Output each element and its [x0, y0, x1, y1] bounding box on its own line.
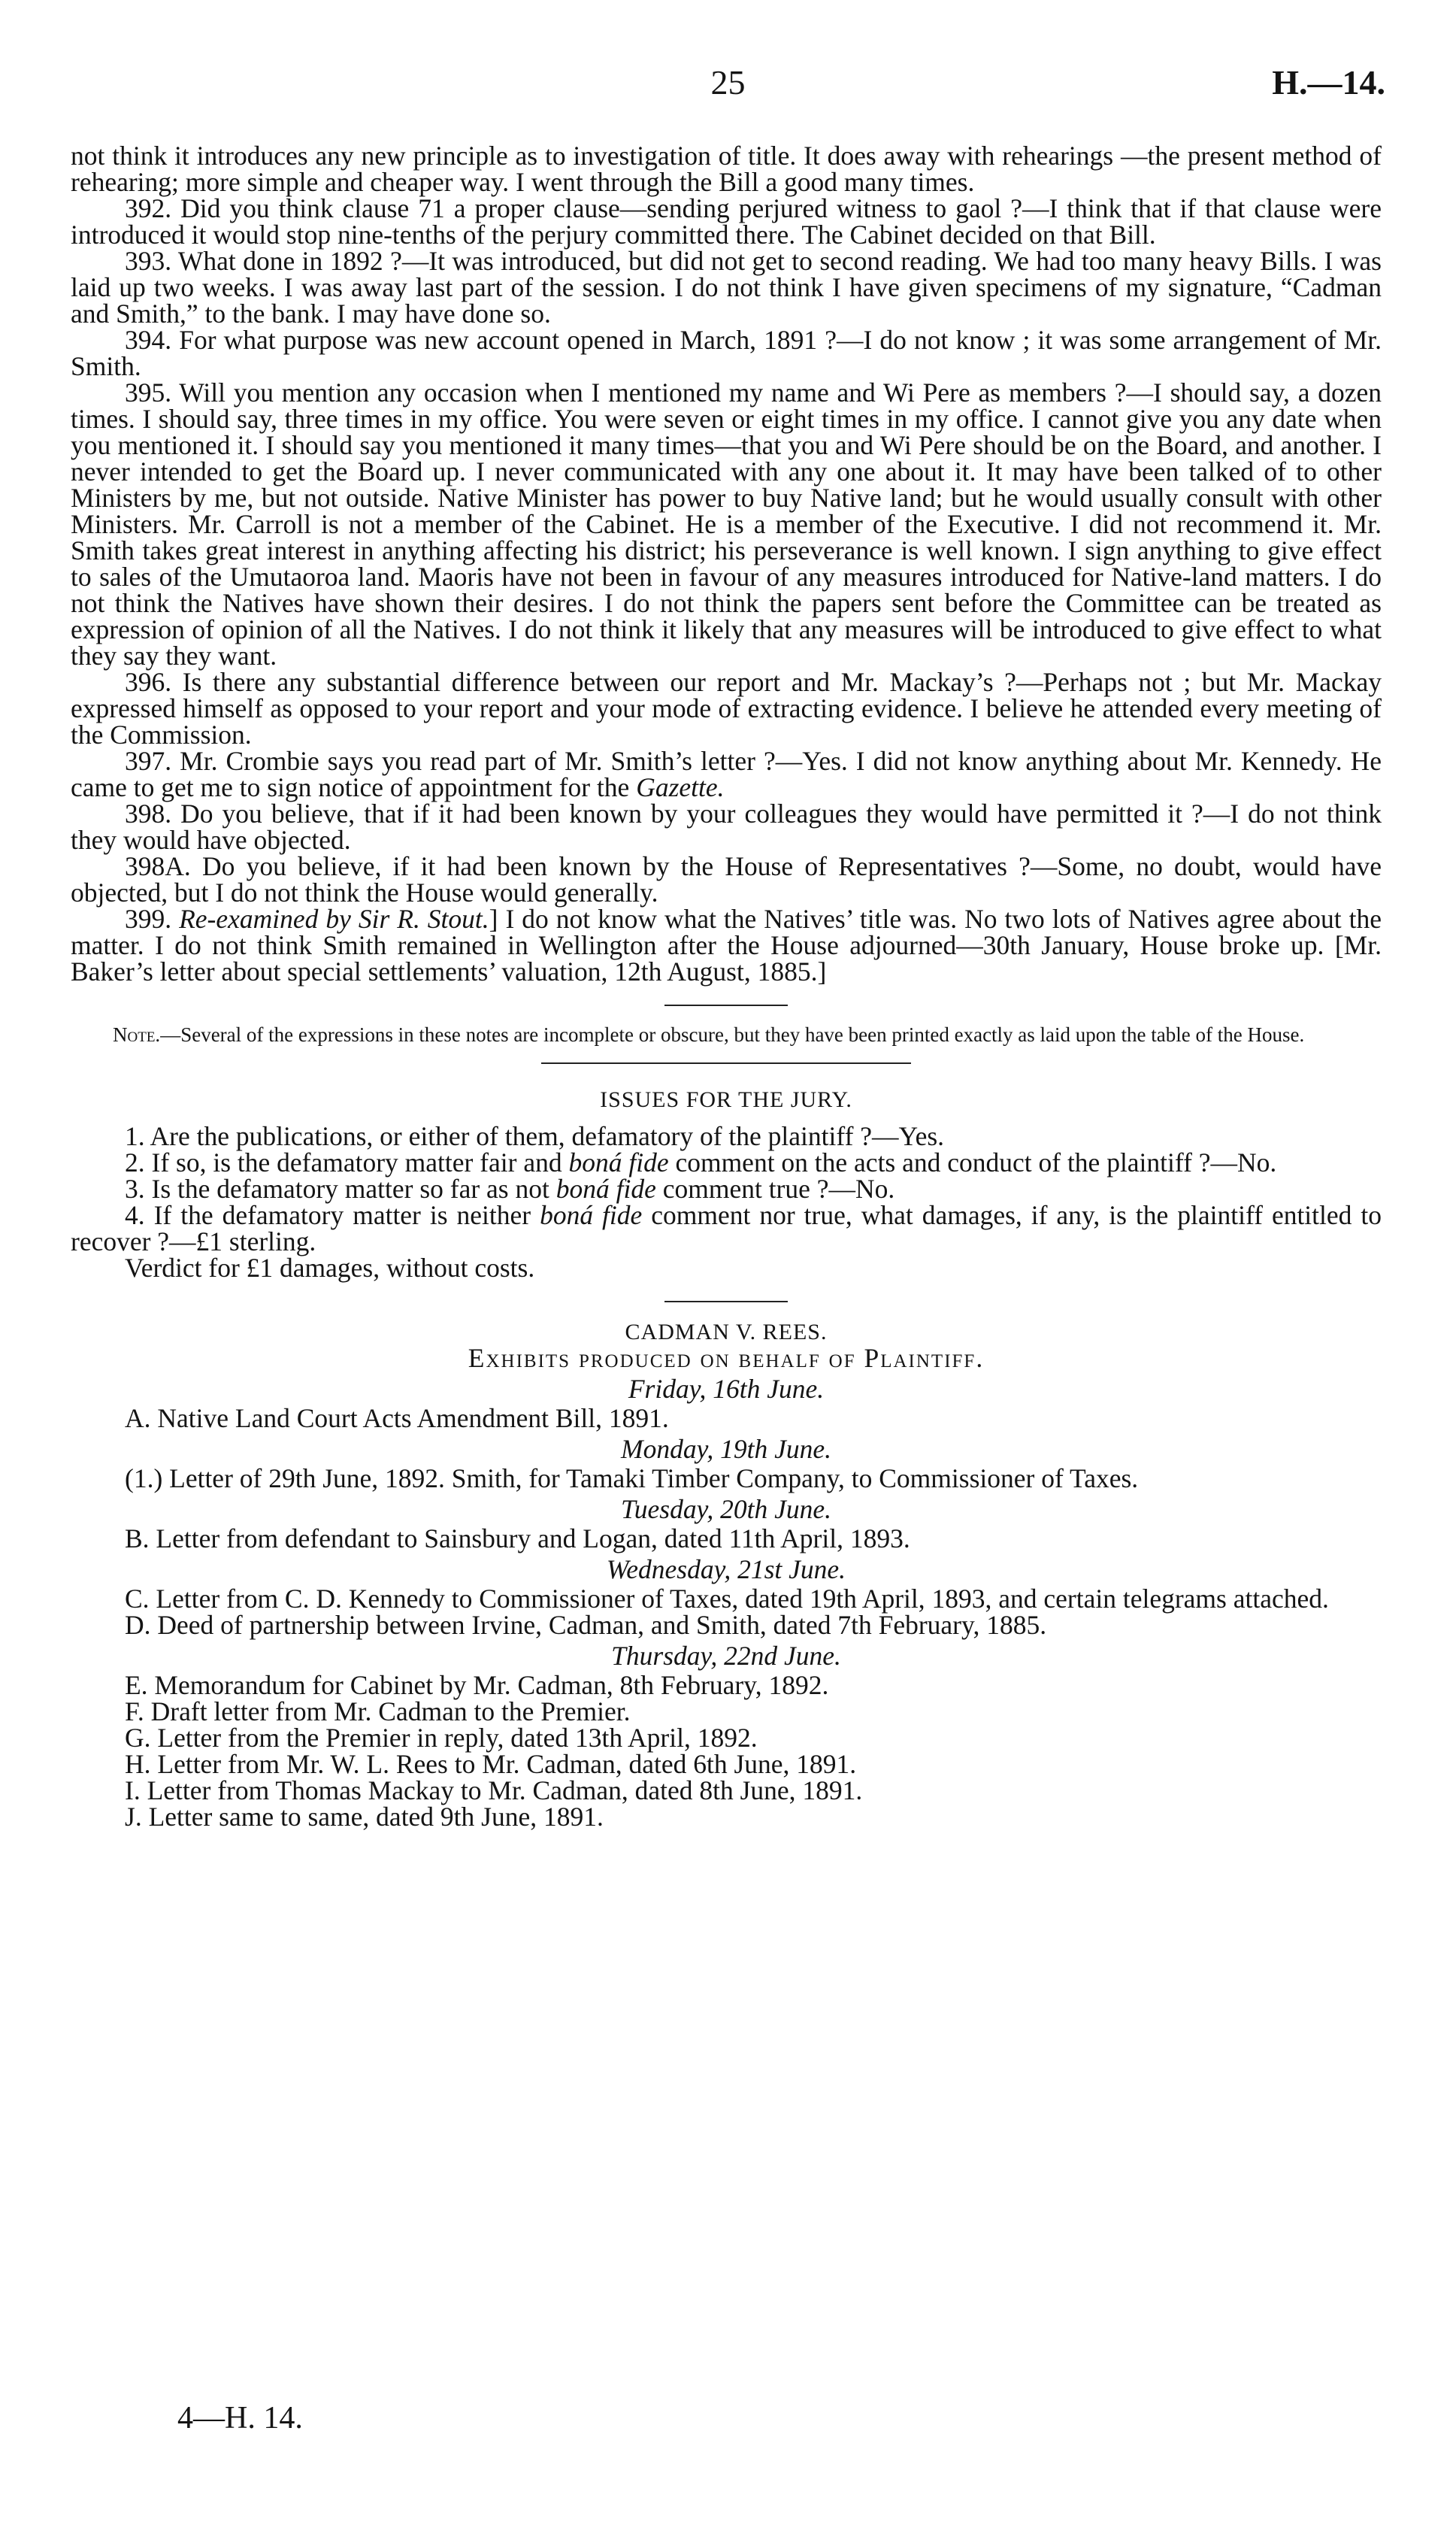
- document-body: [71, 143, 1382, 1830]
- exhibit-item: A. Native Land Court Acts Amendment Bill, 1891.: [125, 1403, 669, 1433]
- jury-issue-text: 3. Is the defamatory matter so far as not: [125, 1174, 556, 1204]
- exhibit-item: D. Deed of partnership between Irvine, Cadman, and Smith, dated 7th February, 1885.: [125, 1610, 1047, 1640]
- q398a-text: Do you believe, if it had been known by the House of Representatives ?—Some, no doubt, would have objected, but I do not think the House would generally.: [71, 851, 1382, 908]
- jury-issue-text: comment true ?—No.: [655, 1174, 895, 1204]
- jury-issue-italic: boná fide: [540, 1200, 643, 1230]
- exhibit-item: G. Letter from the Premier in reply, dated 13th April, 1892.: [125, 1723, 758, 1753]
- evidence-paragraph: not think it introduces any new principle as to investigation of title. It does away with rehearings —the present method of rehearing; more simple and cheaper way. I went through the Bill a good many times.: [71, 141, 1382, 197]
- evidence-paragraph: 394. For what purpose was new account opened in March, 1891 ?—I do not know ; it was some arrangement of Mr. Smith.: [71, 325, 1382, 381]
- q399-text: ] I do not know what the Natives’ title was. No two lots of Natives agree about the matter. I do not think Smith remained in Wellington after the House adjourned—30th January, House broke up. [Mr. Baker’s letter about special settlements’ valuation, 12th August, 1885.]: [71, 904, 1382, 987]
- jury-issue: [71, 1147, 1382, 1178]
- note-paragraph: [71, 1023, 1382, 1047]
- evidence-paragraph: 393. What done in 1892 ?—It was introduced, but did not get to second reading. We had too many heavy Bills. I was laid up two weeks. I was away last part of the session. I do not think I have given specimens of my signature, “Cadman and Smith,” to the bank. I may have done so.: [71, 246, 1382, 329]
- section-divider: [541, 1062, 911, 1064]
- jury-issue-text: comment nor true, what damages, if any, is the plaintiff entitled to recover ?—£1 sterling.: [71, 1200, 1382, 1256]
- q397-text: 397. Mr. Crombie says you read part of Mr. Smith’s letter ?—Yes. I did not know anything about Mr. Kennedy. He came to get me to sign notice of appointment for the: [71, 746, 1382, 802]
- jury-issue-italic: boná fide: [555, 1174, 656, 1204]
- q397-italic: Gazette.: [636, 772, 725, 802]
- exhibit-item: E. Memorandum for Cabinet by Mr. Cadman, 8th February, 1892.: [125, 1670, 829, 1700]
- day-heading: Friday, 16th June.: [628, 1374, 825, 1404]
- evidence-paragraph-397: [71, 748, 1382, 801]
- jury-issue: [71, 1176, 1382, 1202]
- signature-mark: 4—H. 14.: [177, 2401, 303, 2435]
- q399-italic: Re-examined by Sir R. Stout.: [179, 904, 489, 934]
- jury-verdict: Verdict for £1 damages, without costs.: [125, 1253, 535, 1283]
- exhibit-item: J. Letter same to same, dated 9th June, 1891.: [125, 1802, 604, 1832]
- jury-issue-text: 2. If so, is the defamatory matter fair and: [125, 1147, 569, 1178]
- day-heading: Wednesday, 21st June.: [606, 1554, 846, 1584]
- note-label: Note.: [113, 1023, 161, 1046]
- jury-issue-text: 4. If the defamatory matter is neither: [125, 1200, 540, 1230]
- exhibit-item: C. Letter from C. D. Kennedy to Commissioner of Taxes, dated 19th April, 1893, and certain telegrams attached.: [125, 1584, 1329, 1614]
- jury-issue: [71, 1202, 1382, 1255]
- jury-issue-text: comment on the acts and conduct of the plaintiff ?—No.: [668, 1147, 1277, 1178]
- day-heading: Monday, 19th June.: [621, 1434, 831, 1464]
- exhibit-item: H. Letter from Mr. W. L. Rees to Mr. Cadman, dated 6th June, 1891.: [125, 1749, 857, 1779]
- evidence-paragraph: 392. Did you think clause 71 a proper clause—sending perjured witness to gaol ?—I think that if that clause were introduced it would stop nine-tenths of the perjury committed there. The Cabinet decided on that Bill.: [71, 193, 1382, 250]
- case-title: CADMAN V. REES.: [625, 1320, 828, 1344]
- q399-number: 399.: [125, 904, 180, 934]
- exhibit-item: F. Draft letter from Mr. Cadman to the Premier.: [125, 1696, 631, 1726]
- jury-issue-italic: boná fide: [568, 1147, 669, 1178]
- paper-reference: H.—14.: [1272, 63, 1385, 102]
- evidence-paragraph-398: 398. Do you believe, that if it had been known by your colleagues they would have permitted it ?—I do not think they would have objected.: [71, 799, 1382, 855]
- evidence-paragraph: 395. Will you mention any occasion when I mentioned my name and Wi Pere as members ?—I should say, a dozen times. I should say, three times in my office. You were seven or eight times in my office. I cannot give you any date when you mentioned it. I should say you mentioned it many times—that you and Wi Pere should be on the Board, and another. I never intended to get the Board up. I never communicated with any one about it. It may have been talked of to other Ministers by me, but not outside. Native Minister has power to buy Native land; but he would usually consult with other Ministers. Mr. Carroll is not a member of the Cabinet. He is a member of the Executive. I did not recommend it. Mr. Smith takes great interest in anything affecting his district; his perseverance is well known. I sign anything to give effect to sales of the Umutaoroa land. Maoris have not been in favour of any measures introduced for Native-land matters. I do not think the Natives have shown their desires. I do not think the papers sent before the Committee can be treated as expression of opinion of all the Natives. I do not think it likely that any measures will be introduced to give effect to what they say they want.: [71, 377, 1382, 671]
- note-text: —Several of the expressions in these notes are incomplete or obscure, but they have been printed exactly as laid upon the table of the House.: [160, 1023, 1305, 1046]
- jury-issue: 1. Are the publications, or either of them, defamatory of the plaintiff ?—Yes.: [125, 1121, 945, 1151]
- exhibits-heading: Exhibits produced on behalf of Plaintiff.: [468, 1343, 985, 1373]
- evidence-paragraph-399: [71, 906, 1382, 985]
- exhibit-item: I. Letter from Thomas Mackay to Mr. Cadman, dated 8th June, 1891.: [125, 1775, 863, 1805]
- jury-heading: ISSUES FOR THE JURY.: [600, 1087, 852, 1112]
- page-number: 25: [710, 63, 746, 102]
- exhibit-item: B. Letter from defendant to Sainsbury and Logan, dated 11th April, 1893.: [125, 1523, 910, 1553]
- day-heading: Tuesday, 20th June.: [620, 1494, 832, 1524]
- exhibit-item: (1.) Letter of 29th June, 1892. Smith, for Tamaki Timber Company, to Commissioner of Taxes.: [125, 1463, 1139, 1493]
- section-divider: [664, 1301, 788, 1302]
- evidence-paragraph: 396. Is there any substantial difference between our report and Mr. Mackay’s ?—Perhaps not ; but Mr. Mackay expressed himself as opposed to your report and your mode of extracting evidence. I believe he attended every meeting of the Commission.: [71, 667, 1382, 750]
- q398a-number: 398: [125, 851, 165, 881]
- section-divider: [664, 1005, 788, 1006]
- evidence-paragraph-398a: [71, 853, 1382, 906]
- day-heading: Thursday, 22nd June.: [611, 1641, 841, 1671]
- q398a-suffix: A.: [165, 851, 191, 881]
